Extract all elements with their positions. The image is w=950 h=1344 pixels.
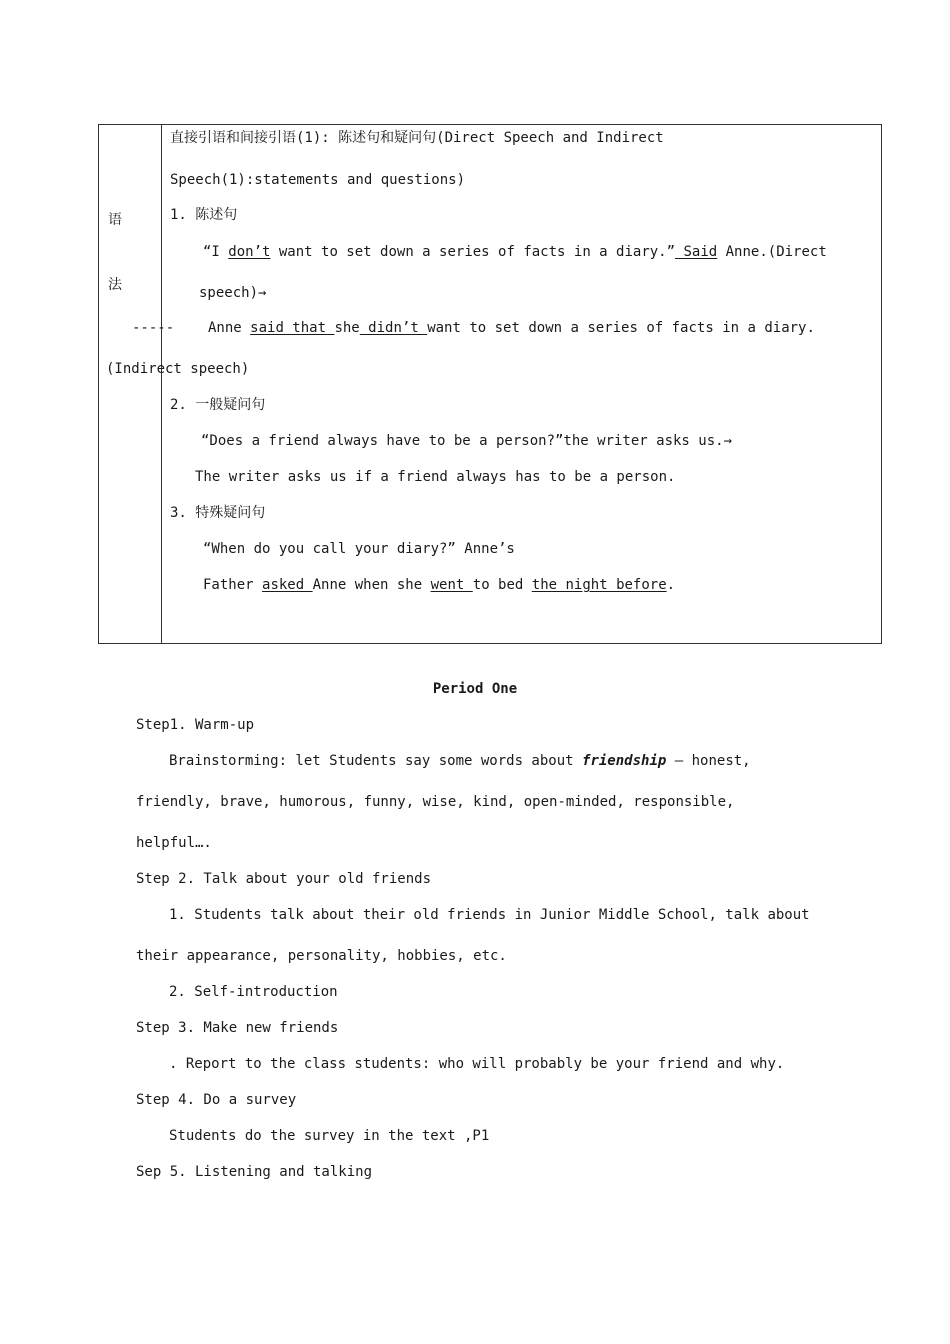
step3-item: . Report to the class students: who will probably be your friend and why. [169, 1056, 785, 1072]
statement-direct-cont: speech)→ [199, 285, 267, 301]
statement-indirect-cont: (Indirect speech) [106, 361, 250, 377]
general-question-heading: 2. 一般疑问句 [170, 397, 266, 413]
statement-direct-example: “I don’t want to set down a series of facts in a diary.” Said Anne.(Direct [203, 244, 827, 260]
table-divider [161, 124, 162, 644]
step1-heading: Step1. Warm-up [136, 717, 255, 733]
step3-heading: Step 3. Make new friends [136, 1020, 339, 1036]
special-question-direct: “When do you call your diary?” Anne’s [203, 541, 515, 557]
general-question-direct: “Does a friend always have to be a person?”the writer asks us.→ [201, 433, 733, 449]
step2-item2: 2. Self-introduction [169, 984, 338, 1000]
special-question-indirect: Father asked Anne when she went to bed the night before. [203, 577, 676, 593]
grammar-table [98, 124, 882, 644]
grammar-title-line2: Speech(1):statements and questions) [170, 172, 466, 188]
statement-heading: 1. 陈述句 [170, 207, 238, 223]
period-title: Period One [432, 681, 518, 697]
step2-item1-line1: 1. Students talk about their old friends in Junior Middle School, talk about [169, 907, 810, 923]
step4-heading: Step 4. Do a survey [136, 1092, 297, 1108]
side-label-1: 语 [108, 212, 122, 228]
step4-item: Students do the survey in the text ,P1 [169, 1128, 490, 1144]
grammar-title-line1: 直接引语和间接引语(1): 陈述句和疑问句(Direct Speech and Indirect [170, 130, 664, 146]
general-question-indirect: The writer asks us if a friend always has to be a person. [195, 469, 676, 485]
side-label-2: 法 [108, 277, 122, 293]
step1-words-line3: helpful…. [136, 835, 212, 851]
step5-heading: Sep 5. Listening and talking [136, 1164, 373, 1180]
side-dash: ----- [132, 320, 175, 336]
step1-words-line2: friendly, brave, humorous, funny, wise, kind, open-minded, responsible, [136, 794, 735, 810]
statement-indirect-example: Anne said that she didn’t want to set down a series of facts in a diary. [208, 320, 815, 336]
step2-heading: Step 2. Talk about your old friends [136, 871, 432, 887]
step2-item1-line2: their appearance, personality, hobbies, etc. [136, 948, 507, 964]
step1-brainstorm: Brainstorming: let Students say some words about friendship – honest, [169, 753, 751, 769]
special-question-heading: 3. 特殊疑问句 [170, 505, 266, 521]
